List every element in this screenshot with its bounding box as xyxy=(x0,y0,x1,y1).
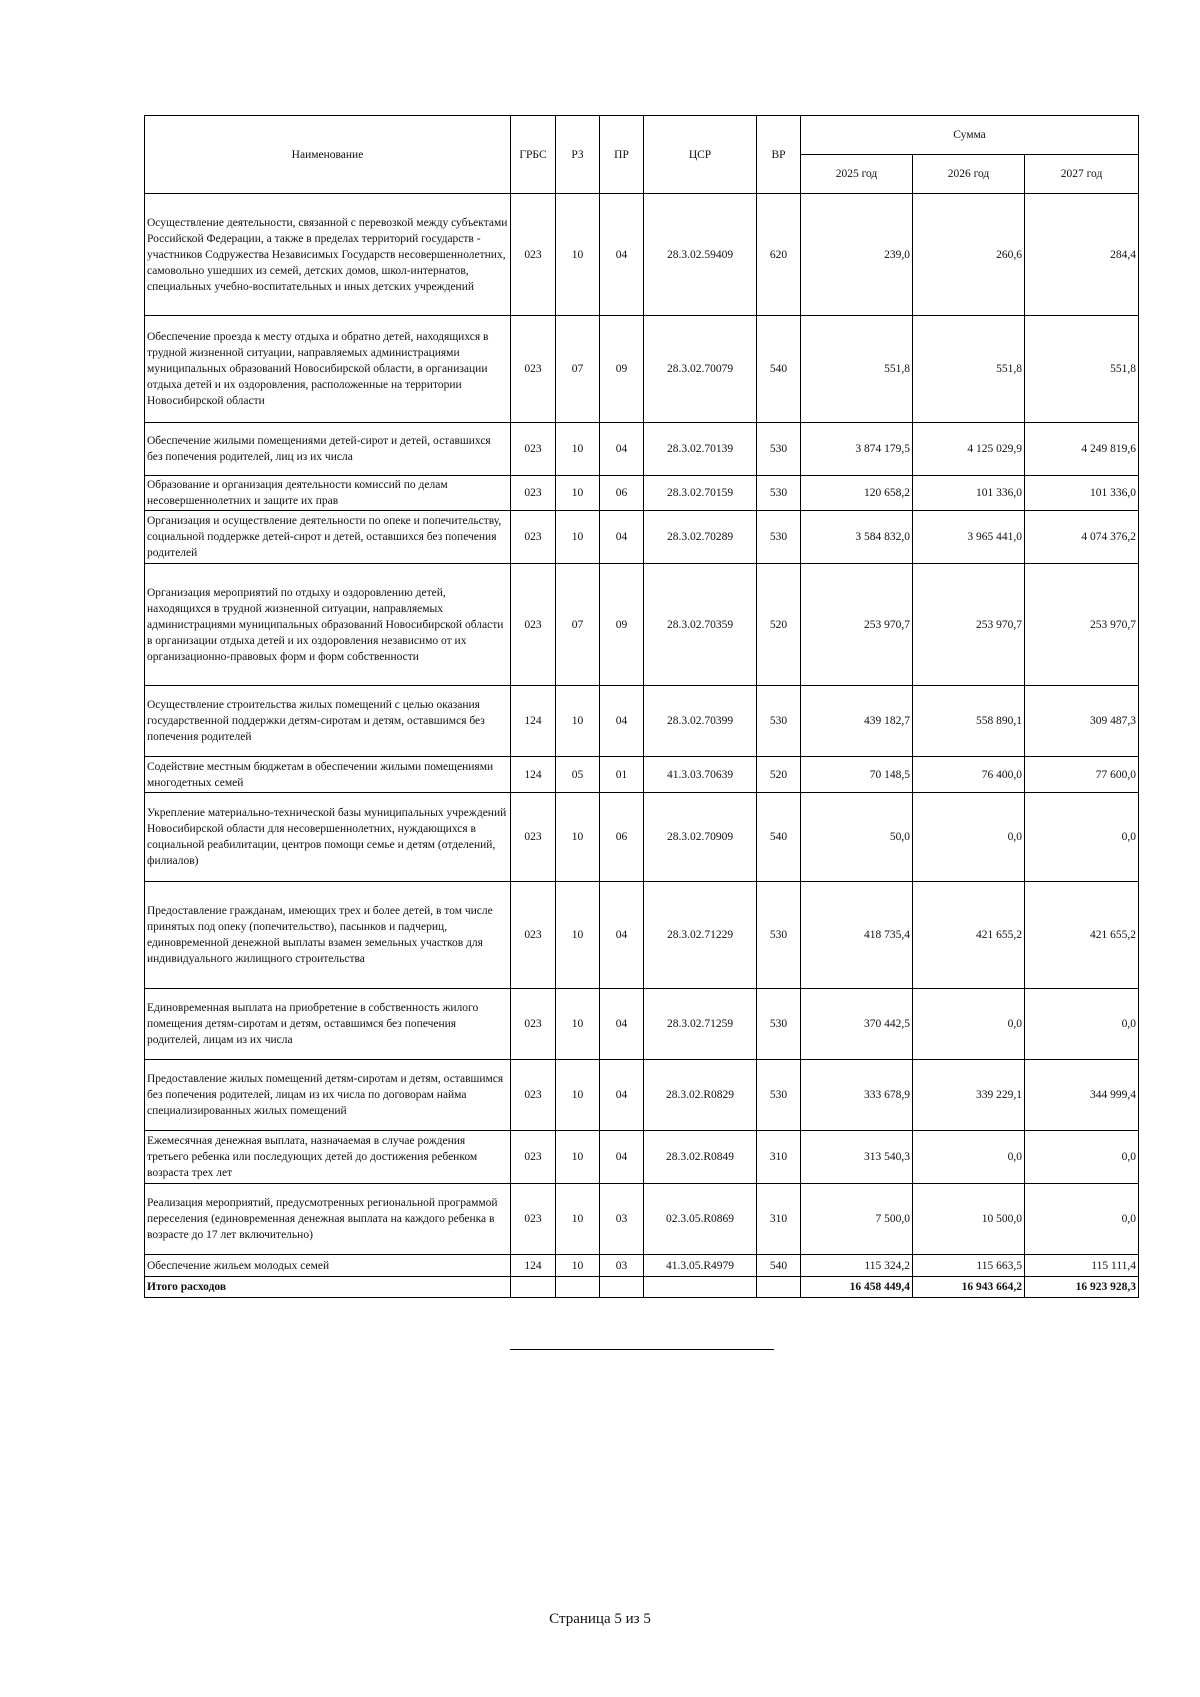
cell-vr: 530 xyxy=(757,423,801,476)
cell-csr: 28.3.02.59409 xyxy=(644,194,757,316)
header-name: Наименование xyxy=(145,116,511,194)
cell-vr: 530 xyxy=(757,686,801,757)
cell-pr: 03 xyxy=(600,1255,644,1277)
table-row xyxy=(145,316,1139,423)
cell-grbs: 023 xyxy=(511,989,556,1060)
cell-y2026: 101 336,0 xyxy=(913,476,1025,511)
header-sum: Сумма xyxy=(801,116,1139,155)
table-row xyxy=(145,423,1139,476)
cell-y2025: 70 148,5 xyxy=(801,757,913,793)
total-grbs-empty xyxy=(511,1277,556,1298)
cell-csr: 28.3.02.70079 xyxy=(644,316,757,423)
cell-grbs: 023 xyxy=(511,1060,556,1131)
cell-y2025: 50,0 xyxy=(801,793,913,882)
cell-vr: 540 xyxy=(757,316,801,423)
total-2026: 16 943 664,2 xyxy=(913,1277,1025,1298)
cell-y2025: 253 970,7 xyxy=(801,564,913,686)
cell-pr: 04 xyxy=(600,1060,644,1131)
cell-grbs: 023 xyxy=(511,476,556,511)
table-row xyxy=(145,194,1139,316)
cell-y2026: 421 655,2 xyxy=(913,882,1025,989)
cell-pr: 04 xyxy=(600,989,644,1060)
header-rz: РЗ xyxy=(556,116,600,194)
cell-rz: 05 xyxy=(556,757,600,793)
table-row xyxy=(145,564,1139,686)
page-number: Страница 5 из 5 xyxy=(549,1611,651,1627)
cell-y2025: 239,0 xyxy=(801,194,913,316)
cell-y2026: 0,0 xyxy=(913,1131,1025,1184)
cell-y2027: 101 336,0 xyxy=(1025,476,1139,511)
cell-pr: 04 xyxy=(600,423,644,476)
cell-csr: 28.3.02.R0849 xyxy=(644,1131,757,1184)
cell-vr: 520 xyxy=(757,564,801,686)
cell-rz: 10 xyxy=(556,194,600,316)
cell-pr: 06 xyxy=(600,476,644,511)
cell-y2027: 77 600,0 xyxy=(1025,757,1139,793)
total-2025: 16 458 449,4 xyxy=(801,1277,913,1298)
cell-rz: 10 xyxy=(556,511,600,564)
cell-y2027: 253 970,7 xyxy=(1025,564,1139,686)
cell-pr: 09 xyxy=(600,564,644,686)
cell-y2026: 4 125 029,9 xyxy=(913,423,1025,476)
cell-grbs: 023 xyxy=(511,1131,556,1184)
cell-name: Единовременная выплата на приобретение в собственность жилого помещения детям-сиротам и детям, оставшимся без попечения родителей, лицам из их числа xyxy=(145,989,511,1060)
cell-y2025: 418 735,4 xyxy=(801,882,913,989)
cell-csr: 28.3.02.71229 xyxy=(644,882,757,989)
cell-vr: 530 xyxy=(757,511,801,564)
cell-y2025: 7 500,0 xyxy=(801,1184,913,1255)
cell-y2026: 551,8 xyxy=(913,316,1025,423)
header-row-top xyxy=(145,116,1139,155)
cell-name: Обеспечение проезда к месту отдыха и обратно детей, находящихся в трудной жизненной ситуации, направляемых администрациями муниципальных образований Новосибирской области, в организации отдыха детей и их оздоровления, расположенные на территории Новосибирской области xyxy=(145,316,511,423)
cell-y2026: 115 663,5 xyxy=(913,1255,1025,1277)
cell-y2027: 4 074 376,2 xyxy=(1025,511,1139,564)
cell-y2025: 3 584 832,0 xyxy=(801,511,913,564)
cell-name: Ежемесячная денежная выплата, назначаемая в случае рождения третьего ребенка или последующих детей до достижения ребенком возраста трех лет xyxy=(145,1131,511,1184)
cell-y2026: 0,0 xyxy=(913,793,1025,882)
cell-y2026: 558 890,1 xyxy=(913,686,1025,757)
total-rz-empty xyxy=(556,1277,600,1298)
separator-line xyxy=(510,1349,774,1350)
cell-pr: 04 xyxy=(600,1131,644,1184)
header-vr: ВР xyxy=(757,116,801,194)
cell-csr: 28.3.02.R0829 xyxy=(644,1060,757,1131)
cell-pr: 04 xyxy=(600,511,644,564)
cell-y2027: 0,0 xyxy=(1025,793,1139,882)
cell-name: Содействие местным бюджетам в обеспечении жилыми помещениями многодетных семей xyxy=(145,757,511,793)
cell-grbs: 023 xyxy=(511,793,556,882)
cell-pr: 01 xyxy=(600,757,644,793)
cell-rz: 10 xyxy=(556,686,600,757)
cell-grbs: 023 xyxy=(511,564,556,686)
cell-rz: 10 xyxy=(556,1255,600,1277)
cell-vr: 540 xyxy=(757,1255,801,1277)
cell-grbs: 124 xyxy=(511,757,556,793)
header-pr: ПР xyxy=(600,116,644,194)
cell-vr: 620 xyxy=(757,194,801,316)
cell-csr: 28.3.02.70909 xyxy=(644,793,757,882)
cell-name: Реализация мероприятий, предусмотренных региональной программой переселения (единовременная денежная выплата на каждого ребенка в возрасте до 17 лет включительно) xyxy=(145,1184,511,1255)
cell-name: Предоставление жилых помещений детям-сиротам и детям, оставшимся без попечения родителей, лицам из их числа по договорам найма специализированных жилых помещений xyxy=(145,1060,511,1131)
cell-csr: 28.3.02.70159 xyxy=(644,476,757,511)
total-label: Итого расходов xyxy=(145,1277,511,1298)
cell-pr: 04 xyxy=(600,882,644,989)
cell-grbs: 124 xyxy=(511,1255,556,1277)
header-year-2026: 2026 год xyxy=(913,155,1025,194)
cell-y2025: 120 658,2 xyxy=(801,476,913,511)
cell-name: Осуществление строительства жилых помещений с целью оказания государственной поддержки детям-сиротам и детям, оставшимся без попечения родителей xyxy=(145,686,511,757)
cell-y2027: 344 999,4 xyxy=(1025,1060,1139,1131)
total-pr-empty xyxy=(600,1277,644,1298)
table-row xyxy=(145,1060,1139,1131)
cell-name: Организация и осуществление деятельности по опеке и попечительству, социальной поддержке детей-сирот и детей, оставшихся без попечения родителей xyxy=(145,511,511,564)
table-row xyxy=(145,1184,1139,1255)
cell-rz: 10 xyxy=(556,1184,600,1255)
total-vr-empty xyxy=(757,1277,801,1298)
cell-y2026: 260,6 xyxy=(913,194,1025,316)
cell-name: Обеспечение жильем молодых семей xyxy=(145,1255,511,1277)
table-row xyxy=(145,757,1139,793)
cell-y2025: 333 678,9 xyxy=(801,1060,913,1131)
table-row xyxy=(145,793,1139,882)
cell-name: Осуществление деятельности, связанной с перевозкой между субъектами Российской Федерации, а также в пределах территорий государств - участников Содружества Независимых Государств несовершеннолетних, самовольно ушедших из семей, детских домов, школ-интернатов, специальных учебно-воспитательных и иных детских учреждений xyxy=(145,194,511,316)
cell-name: Предоставление гражданам, имеющих трех и более детей, в том числе принятых под опеку (попечительство), пасынков и падчериц, единовременной денежной выплаты взамен земельных участков для индивидуального жилищного строительства xyxy=(145,882,511,989)
cell-rz: 10 xyxy=(556,1131,600,1184)
cell-y2027: 551,8 xyxy=(1025,316,1139,423)
cell-y2025: 3 874 179,5 xyxy=(801,423,913,476)
cell-y2026: 76 400,0 xyxy=(913,757,1025,793)
table-body xyxy=(145,194,1139,1298)
cell-csr: 28.3.02.70289 xyxy=(644,511,757,564)
cell-y2027: 4 249 819,6 xyxy=(1025,423,1139,476)
table-row xyxy=(145,511,1139,564)
cell-grbs: 023 xyxy=(511,194,556,316)
cell-rz: 10 xyxy=(556,793,600,882)
cell-vr: 530 xyxy=(757,989,801,1060)
cell-rz: 10 xyxy=(556,423,600,476)
cell-grbs: 023 xyxy=(511,1184,556,1255)
cell-y2027: 284,4 xyxy=(1025,194,1139,316)
cell-csr: 28.3.02.70399 xyxy=(644,686,757,757)
table-row xyxy=(145,989,1139,1060)
total-2027: 16 923 928,3 xyxy=(1025,1277,1139,1298)
table-row xyxy=(145,1255,1139,1277)
cell-rz: 07 xyxy=(556,316,600,423)
cell-y2027: 0,0 xyxy=(1025,1184,1139,1255)
table-row xyxy=(145,882,1139,989)
cell-vr: 530 xyxy=(757,882,801,989)
total-row xyxy=(145,1277,1139,1298)
cell-y2027: 0,0 xyxy=(1025,1131,1139,1184)
cell-y2025: 313 540,3 xyxy=(801,1131,913,1184)
cell-rz: 10 xyxy=(556,882,600,989)
cell-pr: 03 xyxy=(600,1184,644,1255)
cell-csr: 02.3.05.R0869 xyxy=(644,1184,757,1255)
cell-y2027: 115 111,4 xyxy=(1025,1255,1139,1277)
cell-y2027: 421 655,2 xyxy=(1025,882,1139,989)
cell-pr: 09 xyxy=(600,316,644,423)
budget-table xyxy=(144,115,1139,1298)
cell-pr: 04 xyxy=(600,194,644,316)
cell-csr: 28.3.02.70139 xyxy=(644,423,757,476)
header-grbs: ГРБС xyxy=(511,116,556,194)
cell-name: Образование и организация деятельности комиссий по делам несовершеннолетних и защите их прав xyxy=(145,476,511,511)
cell-grbs: 023 xyxy=(511,423,556,476)
table-row xyxy=(145,1131,1139,1184)
cell-rz: 07 xyxy=(556,564,600,686)
cell-vr: 540 xyxy=(757,793,801,882)
cell-y2026: 0,0 xyxy=(913,989,1025,1060)
cell-y2025: 115 324,2 xyxy=(801,1255,913,1277)
header-year-2027: 2027 год xyxy=(1025,155,1139,194)
cell-vr: 530 xyxy=(757,476,801,511)
cell-pr: 04 xyxy=(600,686,644,757)
cell-rz: 10 xyxy=(556,989,600,1060)
table-row xyxy=(145,476,1139,511)
cell-vr: 530 xyxy=(757,1060,801,1131)
cell-y2027: 309 487,3 xyxy=(1025,686,1139,757)
cell-grbs: 023 xyxy=(511,511,556,564)
cell-y2026: 253 970,7 xyxy=(913,564,1025,686)
cell-csr: 41.3.05.R4979 xyxy=(644,1255,757,1277)
cell-name: Организация мероприятий по отдыху и оздоровлению детей, находящихся в трудной жизненной ситуации, направляемых администрациями муниципальных образований Новосибирской области в организации отдыха детей и их оздоровления независимо от их организационно-правовых форм и форм собственности xyxy=(145,564,511,686)
cell-csr: 41.3.03.70639 xyxy=(644,757,757,793)
cell-name: Укрепление материально-технической базы муниципальных учреждений Новосибирской области для несовершеннолетних, нуждающихся в социальной реабилитации, центров помощи семье и детям (отделений, филиалов) xyxy=(145,793,511,882)
cell-csr: 28.3.02.70359 xyxy=(644,564,757,686)
cell-y2026: 3 965 441,0 xyxy=(913,511,1025,564)
cell-y2025: 439 182,7 xyxy=(801,686,913,757)
cell-vr: 520 xyxy=(757,757,801,793)
cell-y2025: 551,8 xyxy=(801,316,913,423)
total-csr-empty xyxy=(644,1277,757,1298)
cell-grbs: 124 xyxy=(511,686,556,757)
cell-name: Обеспечение жилыми помещениями детей-сирот и детей, оставшихся без попечения родителей, лиц из их числа xyxy=(145,423,511,476)
cell-vr: 310 xyxy=(757,1131,801,1184)
cell-csr: 28.3.02.71259 xyxy=(644,989,757,1060)
cell-y2025: 370 442,5 xyxy=(801,989,913,1060)
cell-rz: 10 xyxy=(556,476,600,511)
header-year-2025: 2025 год xyxy=(801,155,913,194)
cell-rz: 10 xyxy=(556,1060,600,1131)
header-csr: ЦСР xyxy=(644,116,757,194)
cell-pr: 06 xyxy=(600,793,644,882)
cell-vr: 310 xyxy=(757,1184,801,1255)
cell-y2026: 339 229,1 xyxy=(913,1060,1025,1131)
cell-grbs: 023 xyxy=(511,882,556,989)
cell-y2026: 10 500,0 xyxy=(913,1184,1025,1255)
cell-y2027: 0,0 xyxy=(1025,989,1139,1060)
cell-grbs: 023 xyxy=(511,316,556,423)
table-row xyxy=(145,686,1139,757)
